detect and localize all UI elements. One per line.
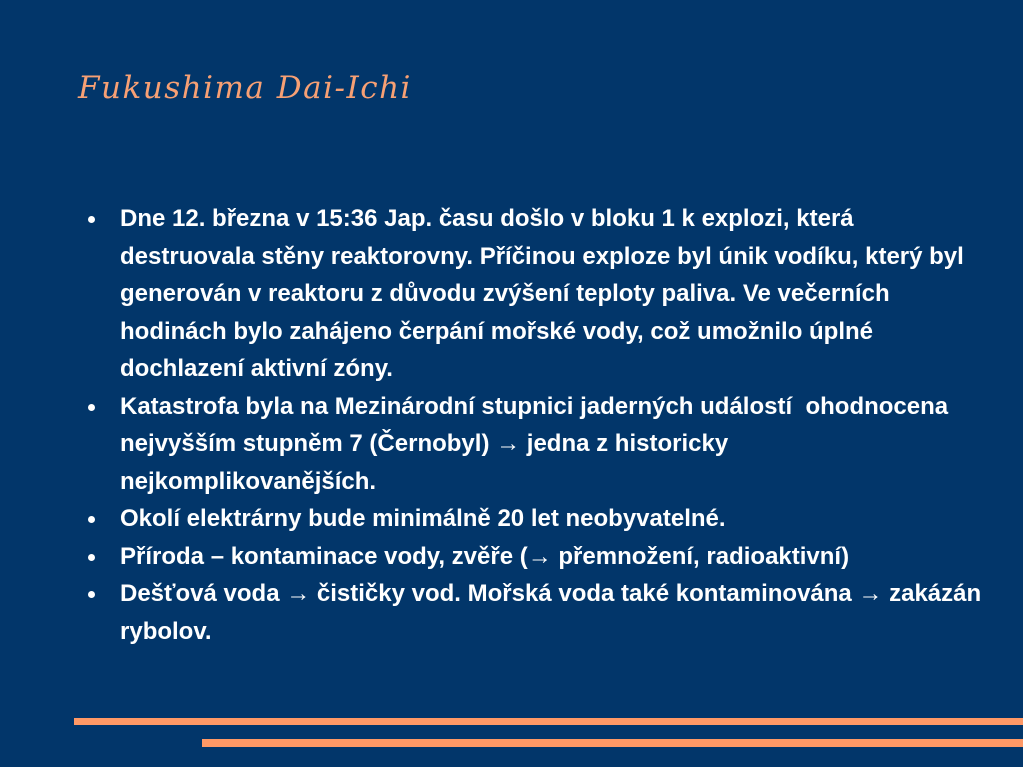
bullet-dot-icon <box>88 404 95 411</box>
bullet-dot-icon <box>88 554 95 561</box>
decorative-stripe-top <box>74 718 1023 725</box>
bullet-text: Příroda – kontaminace vody, zvěře (→ přemnožení, radioaktivní) <box>120 542 850 570</box>
bullet-text: Dne 12. března v 15:36 Jap. času došlo v bloku 1 k explozi, která destruovala stěny reaktorovny. Příčinou exploze byl únik vodíku, který byl generován v reaktoru z důvodu zvýšení teploty paliva. Ve večerních hodinách bylo zahájeno čerpání mořské vody, což umožnilo úplné dochlazení aktivní zóny. <box>120 205 971 382</box>
decorative-stripe-bottom <box>202 739 1023 747</box>
bullet-list <box>88 200 988 650</box>
bullet-text: Okolí elektrárny bude minimálně 20 let neobyvatelné. <box>120 505 726 532</box>
bullet-item <box>88 200 988 388</box>
bullet-dot-icon <box>88 516 95 523</box>
bullet-item <box>88 575 988 650</box>
bullet-text: Katastrofa byla na Mezinárodní stupnici jaderných událostí ohodnocena nejvyšším stupněm 7 (Černobyl) → jedna z historicky nejkomplikovanějších. <box>120 392 955 495</box>
slide-title: Fukushima Dai-Ichi <box>78 70 412 106</box>
bullet-item <box>88 538 988 576</box>
bullet-dot-icon <box>88 216 95 223</box>
bullet-item <box>88 500 988 538</box>
bullet-item <box>88 388 988 501</box>
bullet-text: Dešťová voda → čističky vod. Mořská voda také kontaminována → zakázán rybolov. <box>120 580 988 645</box>
bullet-dot-icon <box>88 591 95 598</box>
